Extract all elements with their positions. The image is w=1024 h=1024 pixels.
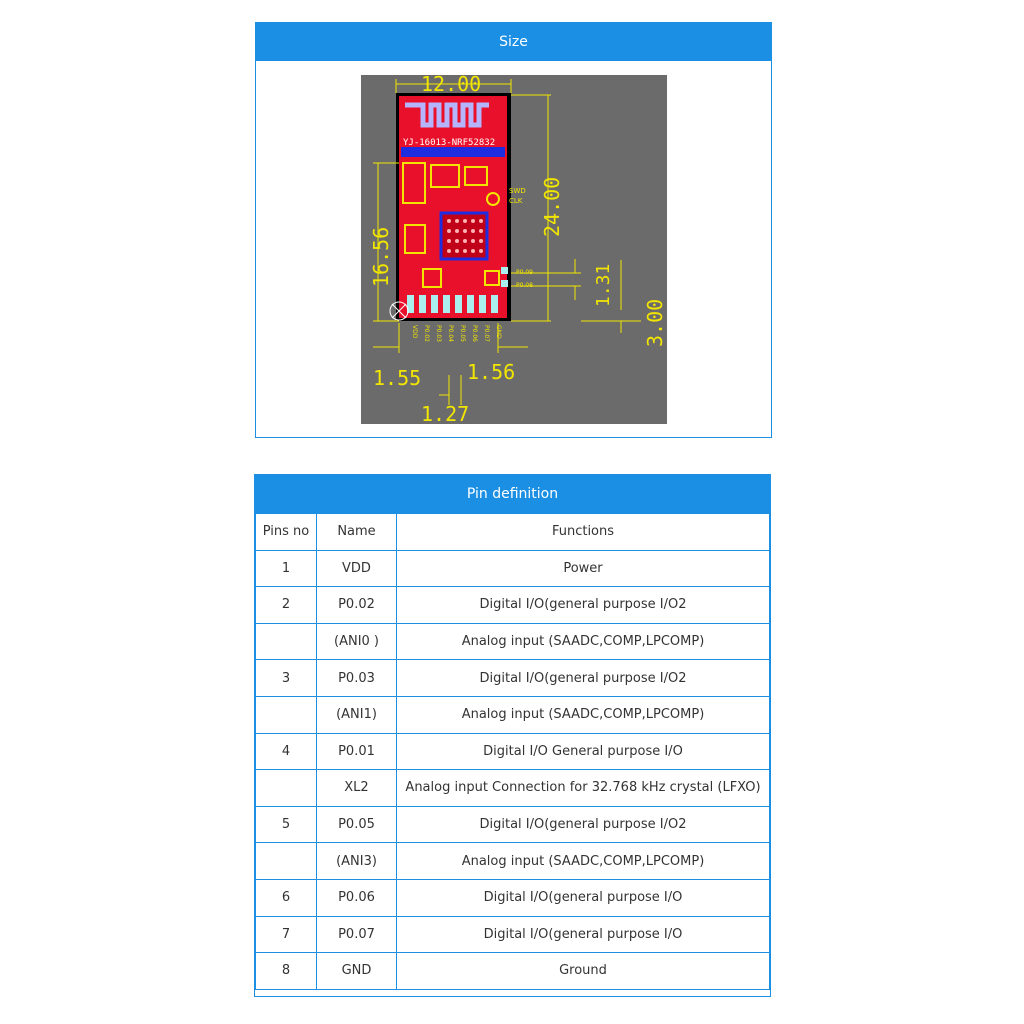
table-row <box>256 843 770 880</box>
table-row <box>256 660 770 697</box>
table-row <box>256 879 770 916</box>
pin-no: 5 <box>256 806 317 843</box>
pin-name: P0.02 <box>317 587 397 624</box>
svg-text:GND: GND <box>495 325 502 339</box>
clk-label: CLK <box>509 197 523 205</box>
pin-function: Digital I/O(general purpose I/O2 <box>397 660 770 697</box>
table-row <box>256 806 770 843</box>
pin-function: Digital I/O(general purpose I/O2 <box>397 806 770 843</box>
pin-name: P0.03 <box>317 660 397 697</box>
pin-name: P0.01 <box>317 733 397 770</box>
dim-width: 12.00 <box>421 75 482 96</box>
pin-function: Analog input (SAADC,COMP,LPCOMP) <box>397 843 770 880</box>
pin-name: P0.07 <box>317 916 397 953</box>
table-row <box>256 916 770 953</box>
pin-definition-panel <box>254 474 771 997</box>
pin-no: 3 <box>256 660 317 697</box>
pin-name: VDD <box>317 550 397 587</box>
pin-function: Digital I/O(general purpose I/O <box>397 916 770 953</box>
dim-left-height: 16.56 <box>369 226 393 287</box>
pin-no: 1 <box>256 550 317 587</box>
copper-band <box>401 147 505 157</box>
pin-function: Ground <box>397 953 770 990</box>
pin-no: 4 <box>256 733 317 770</box>
size-panel-title: Size <box>256 23 771 61</box>
pin-name: GND <box>317 953 397 990</box>
dimension-drawing-svg <box>361 75 667 424</box>
side-pin-label-1: P0.09 <box>516 269 533 276</box>
pin-no: 7 <box>256 916 317 953</box>
dim-edge-offset: 3.00 <box>643 298 667 347</box>
table-row <box>256 770 770 807</box>
side-pin-label-2: P0.08 <box>516 282 533 289</box>
svg-text:VDD: VDD <box>411 325 418 339</box>
pin-no: 6 <box>256 879 317 916</box>
pin-function: Digital I/O General purpose I/O <box>397 733 770 770</box>
pin-name: XL2 <box>317 770 397 807</box>
board-label: YJ-16013-NRF52832 <box>403 138 496 148</box>
dim-pin-gap: 1.31 <box>593 263 614 307</box>
table-row <box>256 733 770 770</box>
pin-function: Analog input Connection for 32.768 kHz crystal (LFXO) <box>397 770 770 807</box>
pin-function: Analog input (SAADC,COMP,LPCOMP) <box>397 696 770 733</box>
table-row <box>256 953 770 990</box>
table-row <box>256 550 770 587</box>
pin-table <box>255 513 770 990</box>
pin-table-header <box>256 514 770 551</box>
pin-no <box>256 770 317 807</box>
pin-no: 8 <box>256 953 317 990</box>
module-dimension-drawing <box>361 75 667 424</box>
side-pad-1 <box>501 267 508 274</box>
svg-text:P0.02: P0.02 <box>423 325 430 342</box>
header-pins-no: Pins no <box>256 514 317 551</box>
header-name: Name <box>317 514 397 551</box>
table-row <box>256 696 770 733</box>
pin-no: 2 <box>256 587 317 624</box>
table-row <box>256 623 770 660</box>
pin-no <box>256 696 317 733</box>
side-pad-2 <box>501 280 508 287</box>
svg-text:P0.06: P0.06 <box>471 325 478 342</box>
pin-no <box>256 843 317 880</box>
pin-name: (ANI3) <box>317 843 397 880</box>
svg-text:P0.05: P0.05 <box>459 325 466 342</box>
dim-right-margin: 1.56 <box>467 360 516 384</box>
pin-function: Power <box>397 550 770 587</box>
size-panel <box>255 22 772 438</box>
pin-definition-title: Pin definition <box>255 475 770 513</box>
pin-name: P0.05 <box>317 806 397 843</box>
table-row <box>256 587 770 624</box>
pin-function: Digital I/O(general purpose I/O <box>397 879 770 916</box>
pin-no <box>256 623 317 660</box>
svg-text:P0.07: P0.07 <box>483 325 490 342</box>
header-functions: Functions <box>397 514 770 551</box>
pin-name: (ANI1) <box>317 696 397 733</box>
swd-label: SWD <box>509 187 526 195</box>
pin-name: P0.06 <box>317 879 397 916</box>
svg-text:P0.03: P0.03 <box>435 325 442 342</box>
dim-height: 24.00 <box>540 176 564 237</box>
svg-text:P0.04: P0.04 <box>447 325 454 342</box>
pin-name: (ANI0 ) <box>317 623 397 660</box>
pin-function: Digital I/O(general purpose I/O2 <box>397 587 770 624</box>
dim-left-margin: 1.55 <box>373 366 422 390</box>
dim-pitch: 1.27 <box>421 402 470 424</box>
pin-function: Analog input (SAADC,COMP,LPCOMP) <box>397 623 770 660</box>
